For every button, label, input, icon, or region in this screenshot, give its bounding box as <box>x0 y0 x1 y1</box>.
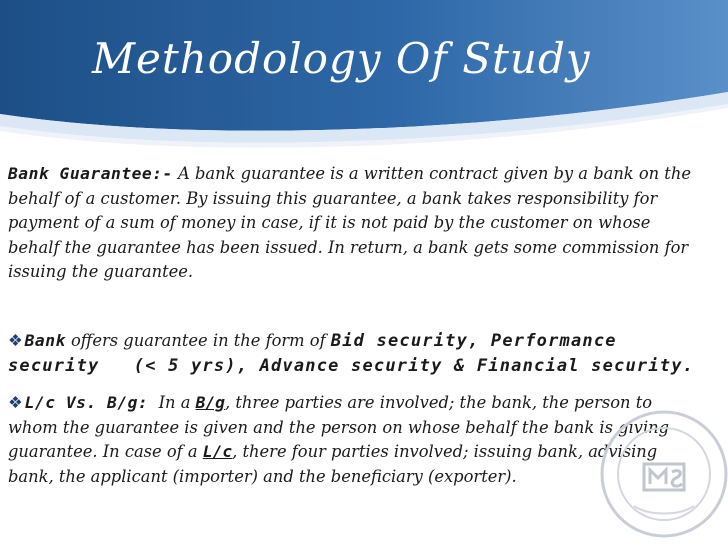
slide-title: Methodology Of Study <box>92 34 591 83</box>
bg-term: B/g <box>195 393 225 412</box>
offers-forms-line1: Bid security, Performance <box>330 331 617 351</box>
bank-guarantee-paragraph <box>8 162 698 285</box>
bank-guarantee-definition: A bank guarantee is a written contract given by a bank on the behalf of a customer. By issuing this guarantee, a bank takes responsibility for payment of a sum of money in case, if it is not paid by the customer on whose behalf the guarantee has been issued. In return, a bank gets some commission for issuing the guarantee. <box>8 164 691 281</box>
lc-vs-bg-text-c: , there four parties involved; issuing bank, advising bank, the applicant (importer) and the beneficiary (exporter). <box>8 442 658 486</box>
lc-vs-bg-text-b: , three parties are involved; the bank, the person to whom the guarantee is given and the person on whose behalf the bank is giving guarantee. In case of a <box>8 393 670 461</box>
offers-paragraph <box>8 329 698 378</box>
lc-vs-bg-term: L/c Vs. B/g: <box>24 393 149 412</box>
diamond-bullet-icon: ❖ <box>8 331 23 350</box>
offers-text: offers guarantee in the form of <box>65 331 331 350</box>
offers-term: Bank <box>24 331 66 350</box>
college-seal-logo <box>594 402 728 552</box>
diamond-bullet-icon: ❖ <box>8 393 23 412</box>
offers-forms-line2: security (< 5 yrs), Advance security & Financial security. <box>8 355 695 376</box>
lc-vs-bg-text-a: In a <box>148 393 196 412</box>
lc-term: L/c <box>202 442 233 461</box>
bank-guarantee-term: Bank Guarantee:- <box>8 164 173 183</box>
